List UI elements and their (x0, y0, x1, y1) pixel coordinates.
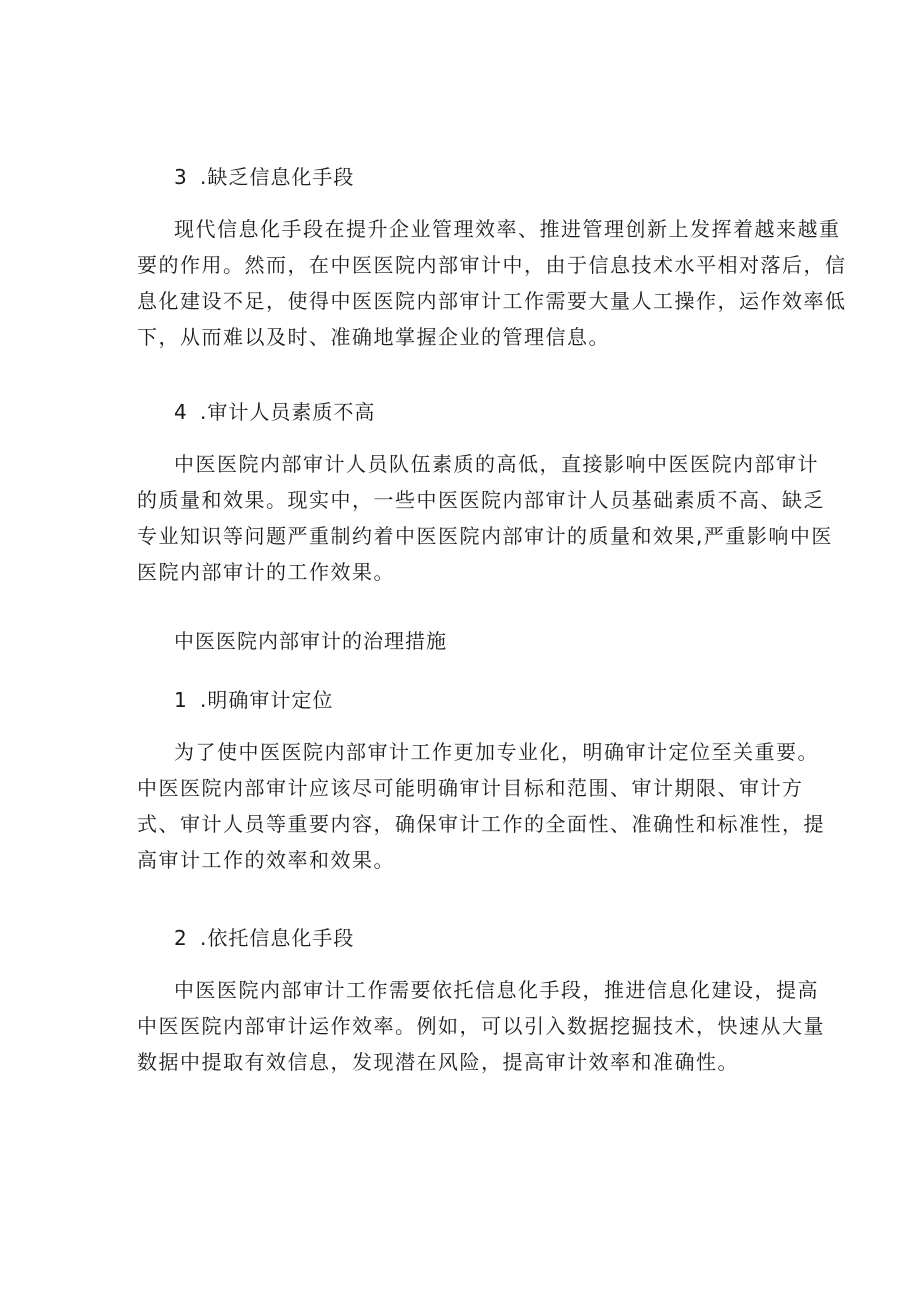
paragraph-line: 高审计工作的效率和效果。 (137, 848, 395, 872)
section-heading-2 (137, 924, 824, 952)
paragraph-line: 现代信息化手段在提升企业管理效率、推进管理创新上发挥着越来越重 (174, 217, 841, 241)
paragraph-line: 中医医院内部审计人员队伍素质的高低，直接影响中医医院内部审计 (174, 452, 819, 476)
paragraph-line: 中医医院内部审计运作效率。例如，可以引入数据挖掘技术，快速从大量 (137, 1014, 825, 1038)
section-heading-1 (137, 686, 824, 714)
section-heading-measures (137, 627, 824, 655)
paragraph-line: 数据中提取有效信息，发现潜在风险，提高审计效率和准确性。 (137, 1050, 739, 1074)
paragraph-line: 息化建设不足，使得中医医院内部审计工作需要大量人工操作，运作效率低 (137, 289, 847, 313)
heading-text: 中医医院内部审计的治理措施 (174, 629, 447, 653)
paragraph-line: 下，从而难以及时、准确地掌握企业的管理信息。 (137, 325, 610, 349)
heading-number: 3 (174, 165, 188, 189)
paragraph-line: 专业知识等问题严重制约着中医医院内部审计的质量和效果,严重影响中医 (137, 524, 833, 548)
section-heading-4 (137, 398, 824, 426)
paragraph-line: 医院内部审计的工作效果。 (137, 560, 395, 584)
paragraph-line: 要的作用。然而，在中医医院内部审计中，由于信息技术水平相对落后，信 (137, 253, 847, 277)
section-heading-3 (137, 163, 824, 191)
paragraph-2 (137, 972, 825, 1080)
heading-number: 1 (174, 688, 188, 712)
paragraph-4 (137, 446, 833, 590)
paragraph-line: 式、审计人员等重要内容，确保审计工作的全面性、准确性和标准性，提 (137, 812, 825, 836)
paragraph-1 (137, 734, 825, 878)
heading-text: .依托信息化手段 (200, 926, 355, 950)
paragraph-line: 为了使中医医院内部审计工作更加专业化，明确审计定位至关重要。 (174, 740, 819, 764)
heading-number: 4 (174, 400, 188, 424)
heading-text: .缺乏信息化手段 (200, 165, 355, 189)
paragraph-line: 的质量和效果。现实中，一些中医医院内部审计人员基础素质不高、缺乏 (137, 488, 825, 512)
heading-text: .审计人员素质不高 (200, 400, 376, 424)
heading-text: .明确审计定位 (200, 688, 334, 712)
paragraph-line: 中医医院内部审计应该尽可能明确审计目标和范围、审计期限、审计方 (137, 776, 804, 800)
paragraph-3 (137, 211, 847, 355)
heading-number: 2 (174, 926, 188, 950)
paragraph-line: 中医医院内部审计工作需要依托信息化手段，推进信息化建设，提高 (174, 978, 819, 1002)
